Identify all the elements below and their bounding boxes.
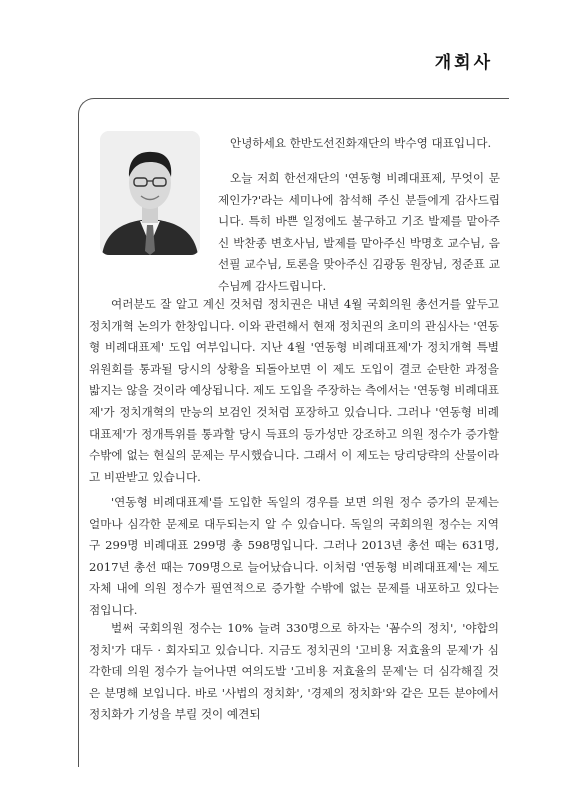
speaker-portrait-photo (100, 131, 200, 255)
body-paragraph-3: 벌써 국회의원 정수는 10% 늘려 330명으로 하자는 '꼼수의 정치', '야합의 정치'가 대두 · 회자되고 있습니다. 지금도 정치권의 '고비용 저효율의 문제'가 심각한데 의원 정수가 늘어나면 여의도발 '고비용 저효율의 문제'는 더 심각해질 것은 분명해 보입니다. 바로 '사법의 정치화', '경제의 정치화'와 같은 모든 분야에서 정치화가 기성을 부릴 것이 예견되 (89, 621, 499, 722)
body-paragraph-2: '연동형 비례대표제'를 도입한 독일의 경우를 보면 의원 정수 증가의 문제는 얼마나 심각한 문제로 대두되는지 알 수 있습니다. 독일의 국회의원 정수는 지역구 299명 비례대표 299명 총 598명입니다. 그러나 2013년 총선 때는 631명, 2017년 총선 때는 709명으로 늘어났습니다. 이처럼 '연동형 비례대표제'는 제도 자체 내에 의원 정수가 필연적으로 증가할 수밖에 없는 문제를 내포하고 있다는 점입니다. (89, 495, 499, 617)
thanks-paragraph: 오늘 저희 한선재단의 '연동형 비례대표제, 무엇이 문제인가?'라는 세미나에 참석해 주신 분들에게 감사드립니다. 특히 바쁜 일정에도 불구하고 기조 발제를 맡아주신 박찬종 변호사님, 발제를 맡아주신 박명호 교수님, 음선필 교수님, 토론을 맞아주신 김광동 원장님, 정준표 교수님께 감사드립니다. (218, 171, 500, 293)
greeting-paragraph: 안녕하세요 한반도선진화재단의 박수영 대표입니다. (230, 136, 492, 150)
page-title: 개회사 (434, 53, 493, 73)
body-paragraph-1: 여러분도 잘 알고 계신 것처럼 정치권은 내년 4월 국회의원 총선거를 앞두고 정치개혁 논의가 한창입니다. 이와 관련해서 현재 정치권의 초미의 관심사는 '연동형 비례대표제' 도입 여부입니다. 지난 4월 '연동형 비례대표제'가 정치개혁 특별위원회를 통과될 당시의 상황을 되돌아보면 이 제도 도입이 결코 순탄한 과정을 밟지는 않을 것이라 예상됩니다. 제도 도입을 주장하는 측에서는 '연동형 비례대표제'가 정치개혁의 만능의 보검인 것처럼 포장하고 있습니다. 그러나 '연동형 비례대표제'가 정개특위를 통과할 당시 득표의 등가성만 강조하고 의원 정수가 증가할 수밖에 없는 현실의 문제는 무시했습니다. 그래서 이 제도는 당리당략의 산물이라고 비판받고 있습니다. (89, 297, 499, 484)
